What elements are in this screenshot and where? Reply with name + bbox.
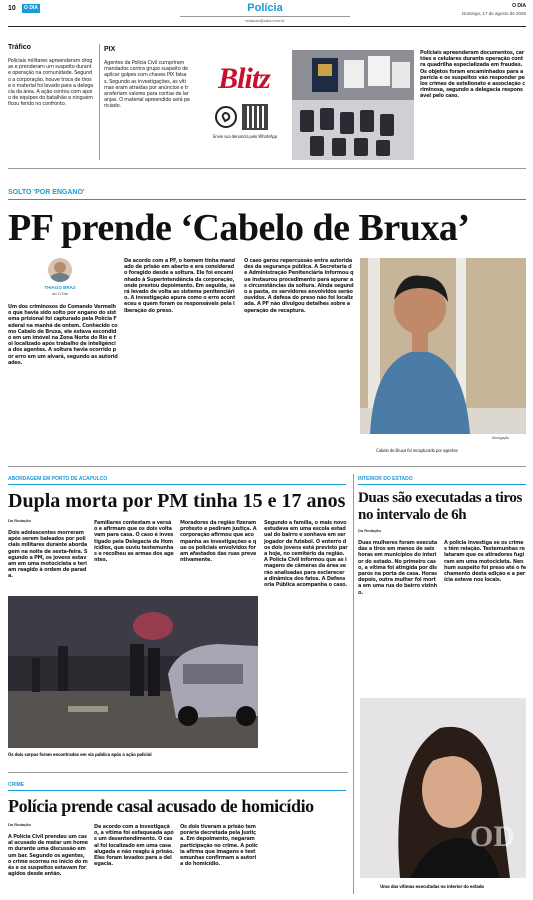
kicker-rule-story3 xyxy=(358,484,526,485)
brand-mark: O DIA xyxy=(22,4,40,13)
seized-items-photo xyxy=(292,50,414,160)
author-name: THIAGO BRAZ xyxy=(44,285,76,290)
story3-text-b: A polícia investiga se os crimes têm relação. Testemunhas relataram que os atiradores fugiram em uma motocicleta. Nenhum suspeito foi preso até o fechamento desta edição e a perícia esteve nos locais. xyxy=(444,540,526,584)
column-rule-right xyxy=(353,474,354,894)
photo-caption-main: Cabelo de Bruxa foi recapturado por agentes xyxy=(376,448,458,453)
story2-text-a: Dois adolescentes morreram após serem baleados por policiais militares durante abordagem na noite de sexta-feira. Segundo a PM, os jovens estavam em uma motocicleta e teriam reagido à ordem de parada. xyxy=(8,530,88,580)
story4-headline: Polícia prende casal acusado de homicídio xyxy=(8,796,314,816)
kicker-story4: CRIME xyxy=(8,782,25,788)
kicker-story3: INTERIOR DO ESTADO xyxy=(358,476,413,482)
brief-text-pix: Agentes da Polícia Civil cumpriram mandados contra grupo suspeito de aplicar golpes com chaves PIX falsas. Segundo as investigações, as vítimas eram atraídas por anúncios e transferiam valores para contas de laranjas. O material apreendido será periciado. xyxy=(104,60,190,110)
brief-text-fraude: Policiais apreenderam documentos, cartões e celulares durante operação contra quadrilha especializada em fraudes. Os objetos foram encaminhados para a perícia e os suspeitos vão responder pelos crimes de estelionato e associação criminosa, segundo a delegacia responsável pelo caso. xyxy=(420,50,525,100)
story3-text-a: Duas mulheres foram executadas a tiros em menos de seis horas em municípios do interior do estado. No primeiro caso, a vítima foi atingida por disparos na porta de casa. Horas depois, outra mulher foi morta em uma rua do bairro vizinho. xyxy=(358,540,438,596)
column-rule xyxy=(99,44,100,160)
header-rule xyxy=(8,26,526,27)
whatsapp-icon xyxy=(215,106,237,128)
story4-byline: Da Redação xyxy=(8,822,31,827)
story4-text-b: De acordo com a investigação, a vítima foi esfaqueada após um desentendimento. O casal foi localizado em uma casa alugada e não reagiu à prisão. Eles foram levados para a delegacia. xyxy=(94,824,174,868)
paper-name: O DIA xyxy=(512,3,526,9)
main-text-col2: De acordo com a PF, o homem tinha mandado de prisão em aberto e era considerado foragido desde a soltura. Ele foi encaminhado à Superintendência da corporação, onde prestou depoimento. Em seguida, será levado de volta ao sistema penitenciário. A investigação apura como o erro aconteceu e quem foram os responsáveis pela liberação do preso. xyxy=(124,258,236,314)
photo-caption-story3: Uma das vítimas executadas no interior do estado xyxy=(380,884,484,889)
strip-rule xyxy=(8,168,526,169)
main-text-col3: O caso gerou repercussão entre autoridades da segurança pública. A Secretaria de Administração Penitenciária informou que instaurou procedimento para apurar as circunstâncias da soltura. Ainda segundo a pasta, os servidores envolvidos serão ouvidos. A defesa do preso não foi localizada. A PF não divulgou detalhes sobre a operação de recaptura. xyxy=(244,258,354,314)
story3-byline: Da Redação xyxy=(358,528,381,533)
watermark-logo: OD xyxy=(470,820,515,853)
brief-title-pix: PIX xyxy=(104,46,116,53)
story4-text-c: Os dois tiveram a prisão temporária decretada pela Justiça. Em depoimento, negaram participação no crime. A polícia afirma que imagens e testemunhas confirmam a autoria do homicídio. xyxy=(180,824,258,868)
main-text-col1: Um dos criminosos do Comando Vermelho que havia sido solto por engano do sistema prisional foi capturado pela Polícia Federal na manhã de ontem. Conhecido como Cabelo de Bruxa, ele estava escondido em um imóvel na Zona Norte do Rio e foi localizado após trabalho de inteligência dos agentes. A soltura havia ocorrido por erro em um alvará, segundo as autoridades. xyxy=(8,304,118,366)
page-number: 10 xyxy=(8,5,16,12)
story4-text-a: A Polícia Civil prendeu um casal acusado de matar um homem durante uma discussão em um bar. Segundo os agentes, o crime ocorreu no início do mês e os suspeitos estavam foragidos desde então. xyxy=(8,834,88,878)
kicker-rule xyxy=(8,199,526,200)
kicker-rule-story2 xyxy=(8,484,346,485)
story2-byline: Da Redação xyxy=(8,518,31,523)
section-rule xyxy=(180,16,350,17)
kicker-main: SOLTO 'POR ENGANO' xyxy=(8,189,85,196)
section-title: Polícia xyxy=(247,2,283,14)
main-headline: PF prende ‘Cabelo de Bruxa’ xyxy=(8,207,470,249)
story2-text-b: Familiares contestam a versão e afirmam que os dois voltavam para casa. O caso é investigado pela Delegacia de Homicídios, que ouviu testemunhas e recolheu as armas dos agentes. xyxy=(94,520,174,564)
brief-title-trafico: Tráfico xyxy=(8,44,31,51)
blitz-logo: Blitz xyxy=(218,62,270,95)
brief-text-trafico: Policiais militares apreenderam drogas e prenderam um suspeito durante operação na comunidade. Segundo a corporação, houve troca de tiros e o material foi levado para a delegacia da área. A ação contou com apoio de equipes do batalhão e ninguém ficou ferido no confronto. xyxy=(8,58,94,108)
issue-date: Domingo, 17 de agosto de 2025 xyxy=(461,11,526,16)
suspect-photo xyxy=(360,258,526,434)
author-role: do O Dia xyxy=(52,291,68,296)
section-divider-2 xyxy=(8,772,348,773)
kicker-rule-story4 xyxy=(8,790,346,791)
photo-credit: Divulgação xyxy=(492,436,510,440)
author-avatar xyxy=(48,258,72,282)
story2-text-d: Segundo a família, o mais novo estudava em uma escola estadual do bairro e sonhava em ser jogador de futebol. O enterro dos dois jovens está previsto para hoje, no cemitério da região. A Polícia Civil informou que as imagens de câmeras da área serão analisadas para esclarecer a dinâmica dos fatos. A Defensoria Pública acompanha o caso. xyxy=(264,520,348,589)
crime-scene-photo xyxy=(8,596,258,748)
photo-caption-story2: Os dois corpos foram encontrados em via pública após a ação policial xyxy=(8,752,152,757)
story2-headline: Dupla morta por PM tinha 15 e 17 anos xyxy=(8,490,346,512)
blitz-caption: Envie sua denúncia pelo WhatsApp xyxy=(212,134,278,139)
section-divider xyxy=(8,466,526,467)
section-subtitle: redacao@odia.com.br xyxy=(245,18,285,23)
story3-headline: Duas são executadas a tiros no intervalo de 6h xyxy=(358,490,522,523)
kicker-story2: ABORDAGEM EM PORTO DE ACAPULCO xyxy=(8,476,108,482)
story2-text-c: Moradores da região fizeram protesto e pediram justiça. A corporação afirmou que acompanha as investigações e que os policiais envolvidos foram afastados das ruas preventivamente. xyxy=(180,520,257,564)
qr-code-icon xyxy=(242,104,268,130)
